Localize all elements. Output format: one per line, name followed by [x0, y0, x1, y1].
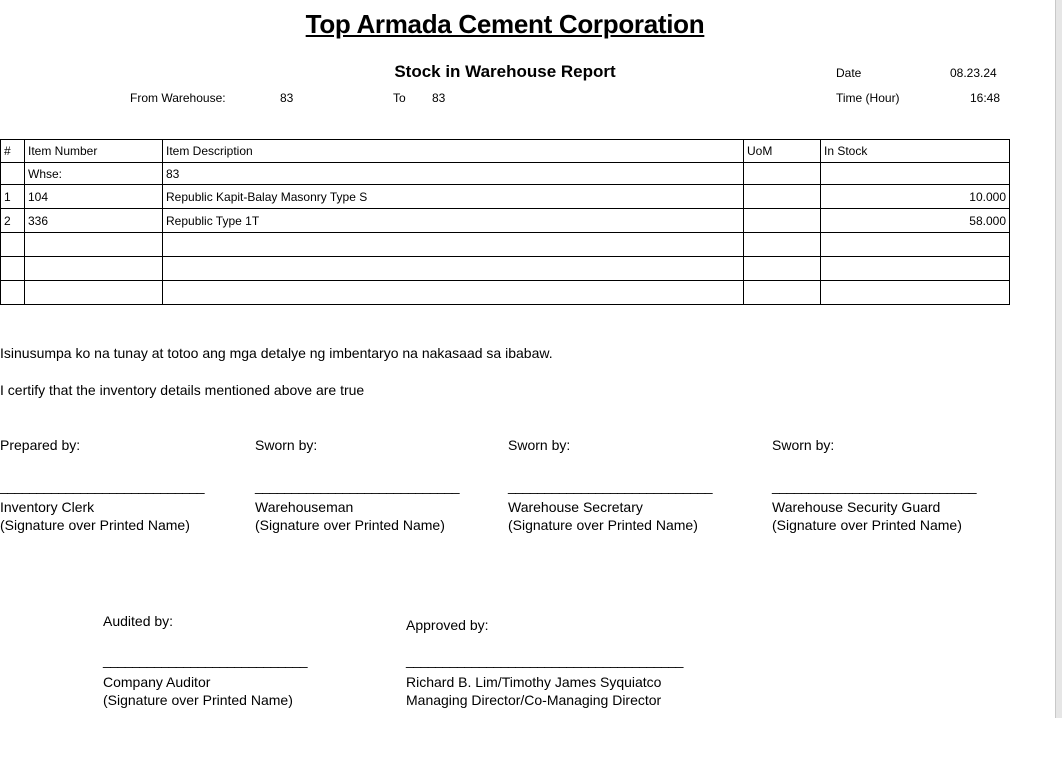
time-label: Time (Hour): [836, 91, 900, 105]
date-label: Date: [836, 66, 862, 80]
table-cell: [744, 163, 821, 185]
column-header: In Stock: [821, 140, 1010, 163]
approver-title: Managing Director/Co-Managing Director: [406, 692, 662, 708]
table-cell: [821, 163, 1010, 185]
item-uom: [744, 209, 821, 233]
signature-block-company-auditor: [103, 673, 293, 709]
approver-name: Richard B. Lim/Timothy James Syquiatco: [406, 674, 662, 690]
signature-line: ____________________________: [0, 478, 205, 494]
to-warehouse-label: To: [393, 91, 406, 105]
item-in-stock: 10.000: [821, 185, 1010, 209]
signature-line: ____________________________: [255, 478, 460, 494]
item-description: Republic Kapit-Balay Masonry Type S: [163, 185, 744, 209]
from-warehouse-value: 83: [280, 91, 294, 105]
english-certification: I certify that the inventory details mentioned above are true: [0, 382, 365, 398]
sworn-by-label: Sworn by:: [772, 437, 835, 453]
table-row: [1, 185, 1010, 209]
table-cell: [1, 163, 25, 185]
table-cell: [821, 257, 1010, 281]
table-cell: [744, 233, 821, 257]
item-number: 336: [25, 209, 163, 233]
signatory-role: Company Auditor: [103, 674, 211, 690]
signature-line: ____________________________: [772, 478, 977, 494]
empty-row: [1, 233, 1010, 257]
tagalog-certification: Isinusumpa ko na tunay at totoo ang mga detalye ng imbentaryo na nakasaad sa ibabaw.: [0, 345, 553, 361]
warehouse-row: [1, 163, 1010, 185]
whse-label: Whse:: [25, 163, 163, 185]
stock-table: [0, 139, 1010, 305]
column-header: Item Description: [163, 140, 744, 163]
company-name: Top Armada Cement Corporation: [305, 9, 705, 39]
table-cell: [1, 281, 25, 305]
sworn-by-label: Sworn by:: [255, 437, 318, 453]
approved-by-label: Approved by:: [406, 617, 489, 633]
column-header: UoM: [744, 140, 821, 163]
table-cell: [821, 233, 1010, 257]
signature-block-inventory-clerk: [0, 498, 190, 534]
table-cell: [744, 257, 821, 281]
row-number: 1: [1, 185, 25, 209]
column-header: Item Number: [25, 140, 163, 163]
whse-value: 83: [163, 163, 744, 185]
table-cell: [1, 257, 25, 281]
table-cell: [25, 281, 163, 305]
column-header: #: [1, 140, 25, 163]
audited-by-label: Audited by:: [103, 613, 174, 629]
signatory-note: (Signature over Printed Name): [255, 517, 445, 533]
sworn-by-label: Sworn by:: [508, 437, 571, 453]
table-cell: [1, 233, 25, 257]
table-row: [1, 209, 1010, 233]
item-description: Republic Type 1T: [163, 209, 744, 233]
row-number: 2: [1, 209, 25, 233]
report-title: Stock in Warehouse Report: [394, 62, 616, 81]
signature-block-approver: [406, 673, 661, 709]
table-cell: [163, 281, 744, 305]
vertical-scrollbar[interactable]: [1055, 0, 1062, 718]
signatory-role: Warehouse Security Guard: [772, 499, 941, 515]
signatory-note: (Signature over Printed Name): [508, 517, 698, 533]
signature-line: ____________________________: [103, 652, 308, 668]
date-value: 08.23.24: [950, 66, 997, 80]
prepared-by-label: Prepared by:: [0, 437, 81, 453]
table-cell: [25, 257, 163, 281]
item-in-stock: 58.000: [821, 209, 1010, 233]
table-header-row: [1, 140, 1010, 163]
to-warehouse-value: 83: [432, 91, 446, 105]
signatory-note: (Signature over Printed Name): [103, 692, 293, 708]
table-cell: [744, 281, 821, 305]
from-warehouse-label: From Warehouse:: [130, 91, 226, 105]
item-uom: [744, 185, 821, 209]
signature-line: ______________________________________: [406, 652, 683, 668]
table-cell: [163, 233, 744, 257]
table-cell: [25, 233, 163, 257]
empty-row: [1, 281, 1010, 305]
signatory-role: Warehouseman: [255, 499, 354, 515]
signature-line: ____________________________: [508, 478, 713, 494]
signature-block-security-guard: [772, 498, 962, 534]
item-number: 104: [25, 185, 163, 209]
signatory-role: Warehouse Secretary: [508, 499, 643, 515]
table-cell: [163, 257, 744, 281]
signature-block-warehouse-secretary: [508, 498, 698, 534]
signatory-note: (Signature over Printed Name): [0, 517, 190, 533]
table-cell: [821, 281, 1010, 305]
signatory-note: (Signature over Printed Name): [772, 517, 962, 533]
time-value: 16:48: [970, 91, 1001, 105]
empty-row: [1, 257, 1010, 281]
signature-block-warehouseman: [255, 498, 445, 534]
signatory-role: Inventory Clerk: [0, 499, 95, 515]
